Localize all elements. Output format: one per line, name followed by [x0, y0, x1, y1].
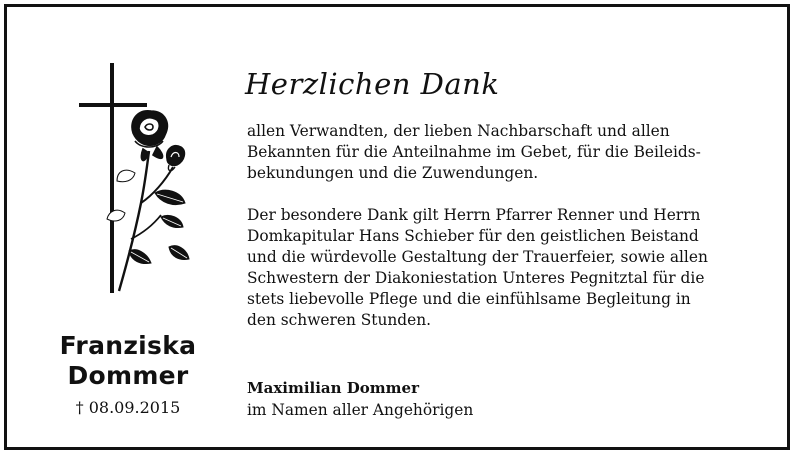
- thank-you-heading: Herzlichen Dank: [245, 67, 500, 101]
- text-line: bekundungen und die Zuwendungen.: [247, 164, 539, 182]
- deceased-first-name: Franziska: [59, 331, 197, 360]
- on-behalf-line: im Namen aller Angehörigen: [247, 401, 474, 419]
- obituary-card: [4, 4, 790, 450]
- paragraph-special-thanks: [247, 205, 767, 331]
- text-line: und die würdevolle Gestaltung der Trauerfeier, sowie allen: [247, 248, 708, 266]
- text-line: allen Verwandten, der lieben Nachbarschaft und allen: [247, 122, 670, 140]
- rose-bloom: [132, 111, 167, 161]
- deceased-last-name: Dommer: [67, 361, 189, 390]
- cross-with-roses-icon: [69, 63, 209, 299]
- rose-bud: [167, 146, 185, 171]
- signer-name: Maximilian Dommer: [247, 379, 419, 397]
- text-line: Schwestern der Diakoniestation Unteres Pegnitztal für die: [247, 269, 705, 287]
- cross-horizontal-beam: [79, 103, 147, 107]
- text-line: den schweren Stunden.: [247, 311, 432, 329]
- text-line: Bekannten für die Anteilnahme im Gebet, für die Beileids-: [247, 143, 701, 161]
- deceased-block: [37, 331, 219, 419]
- text-line: stets liebevolle Pflege und die einfühlsame Begleitung in: [247, 290, 691, 308]
- rose-leaves: [107, 170, 189, 263]
- cross-vertical-beam: [110, 63, 114, 293]
- text-line: Der besondere Dank gilt Herrn Pfarrer Renner und Herrn: [247, 206, 701, 224]
- signature-block: [247, 377, 767, 421]
- thank-you-text: [247, 121, 767, 331]
- paragraph-relatives: [247, 121, 767, 184]
- text-line: Domkapitular Hans Schieber für den geistlichen Beistand: [247, 227, 699, 245]
- death-date: † 08.09.2015: [75, 398, 181, 417]
